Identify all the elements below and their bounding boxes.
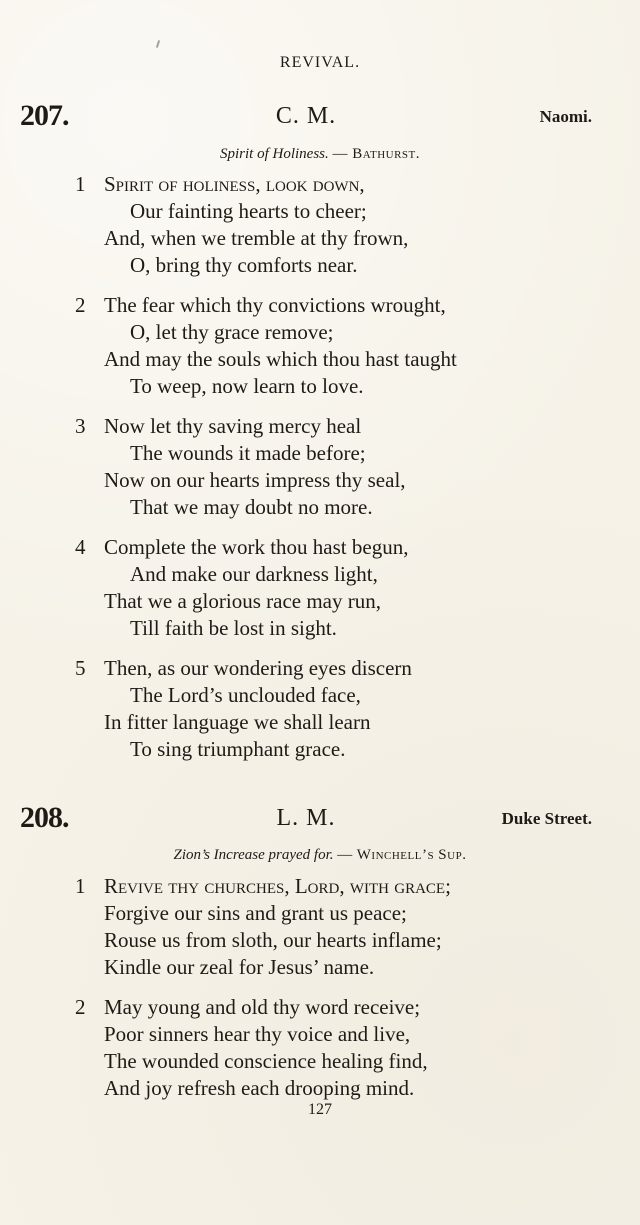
verse-line (0, 1048, 640, 1075)
verse-text: The fear which thy convictions wrought, (104, 293, 446, 317)
verse-text: Now on our hearts impress thy seal, (104, 468, 406, 492)
verse-line (0, 954, 640, 981)
verse-line (0, 994, 640, 1021)
verse-text: May young and old thy word receive; (104, 995, 421, 1019)
verse-text: The Lord’s unclouded face, (130, 683, 361, 707)
verse-line (0, 413, 640, 440)
verse-text: And, when we tremble at thy frown, (104, 226, 409, 250)
page-number: 127 (308, 1101, 332, 1118)
verse-text: The wounds it made before; (130, 441, 366, 465)
hymn-topic: Zion’s Increase prayed for. (173, 847, 334, 863)
verse-line (0, 534, 640, 561)
verse-text: In fitter language we shall learn (104, 710, 371, 734)
hymn-208-header (20, 800, 592, 836)
hymn-meter: C. M. (275, 103, 337, 129)
verse-line (0, 171, 640, 198)
verse-line (0, 682, 640, 709)
verse-line (0, 736, 640, 763)
verse-number: 1 (75, 874, 86, 898)
verse-line (0, 655, 640, 682)
verse-text: Rouse us from sloth, our hearts inflame; (104, 928, 442, 952)
verse-text: Forgive our sins and grant us peace; (104, 901, 407, 925)
verse-text: Till faith be lost in sight. (130, 616, 337, 640)
verse-text: Kindle our zeal for Jesus’ name. (104, 955, 375, 979)
verse-number: 2 (75, 995, 86, 1019)
hymn-208-verse-1 (0, 873, 640, 981)
verse-text: Now let thy saving mercy heal (104, 414, 362, 438)
verse-text: That we may doubt no more. (130, 495, 373, 519)
hymn-207-subtitle (0, 143, 640, 165)
verse-text: Complete the work thou hast begun, (104, 535, 409, 559)
verse-line (0, 440, 640, 467)
verse-number: 2 (75, 293, 86, 317)
verse-number: 1 (75, 172, 86, 196)
verse-text: And make our darkness light, (130, 562, 378, 586)
hymn-207-verse-3 (0, 413, 640, 521)
verse-line (0, 588, 640, 615)
hymn-number: 208. (20, 801, 69, 834)
verse-line (0, 873, 640, 900)
verse-text: Our fainting hearts to cheer; (130, 199, 367, 223)
verse-line (0, 561, 640, 588)
hymn-207-verse-5 (0, 655, 640, 763)
running-head: REVIVAL. (279, 54, 361, 71)
verse-text: Poor sinners hear thy voice and live, (104, 1022, 411, 1046)
hymn-207-verse-1 (0, 171, 640, 279)
hymn-207-header (20, 98, 592, 134)
verse-text: And may the souls which thou hast taught (104, 347, 457, 371)
verse-text: To sing triumphant grace. (130, 737, 346, 761)
hymn-author: — Bathurst. (332, 146, 421, 162)
hymn-208-verse-2 (0, 994, 640, 1102)
hymn-author: — Winchell’s Sup. (337, 847, 467, 863)
hymn-number: 207. (20, 99, 69, 132)
verse-text: O, bring thy comforts near. (130, 253, 358, 277)
verse-line (0, 927, 640, 954)
hymn-topic: Spirit of Holiness. (219, 146, 329, 162)
verse-line (0, 292, 640, 319)
verse-number: 4 (75, 535, 86, 559)
verse-text: Spirit of holiness, look down, (104, 172, 365, 196)
verse-line (0, 198, 640, 225)
verse-line (0, 373, 640, 400)
verse-text: The wounded conscience healing find, (104, 1049, 428, 1073)
verse-text: Revive thy churches, Lord, with grace; (104, 874, 451, 898)
hymn-meter: L. M. (276, 805, 336, 831)
verse-text: And joy refresh each drooping mind. (104, 1076, 415, 1100)
verse-line (0, 225, 640, 252)
verse-line (0, 900, 640, 927)
verse-line (0, 252, 640, 279)
verse-line (0, 1021, 640, 1048)
hymn-208-subtitle (0, 844, 640, 866)
hymn-tune: Naomi. (539, 107, 592, 126)
verse-text: Then, as our wondering eyes discern (104, 656, 412, 680)
verse-number: 3 (75, 414, 86, 438)
verse-line (0, 346, 640, 373)
verse-text: O, let thy grace remove; (130, 320, 334, 344)
verse-number: 5 (75, 656, 86, 680)
verse-line (0, 467, 640, 494)
hymn-207-verse-2 (0, 292, 640, 400)
verse-line (0, 1075, 640, 1102)
verse-text: To weep, now learn to love. (130, 374, 364, 398)
hymn-tune: Duke Street. (501, 809, 592, 828)
hymn-207-verse-4 (0, 534, 640, 642)
verse-line (0, 494, 640, 521)
verse-line (0, 709, 640, 736)
verse-text: That we a glorious race may run, (104, 589, 381, 613)
verse-line (0, 615, 640, 642)
ink-speck (156, 40, 160, 48)
verse-line (0, 319, 640, 346)
